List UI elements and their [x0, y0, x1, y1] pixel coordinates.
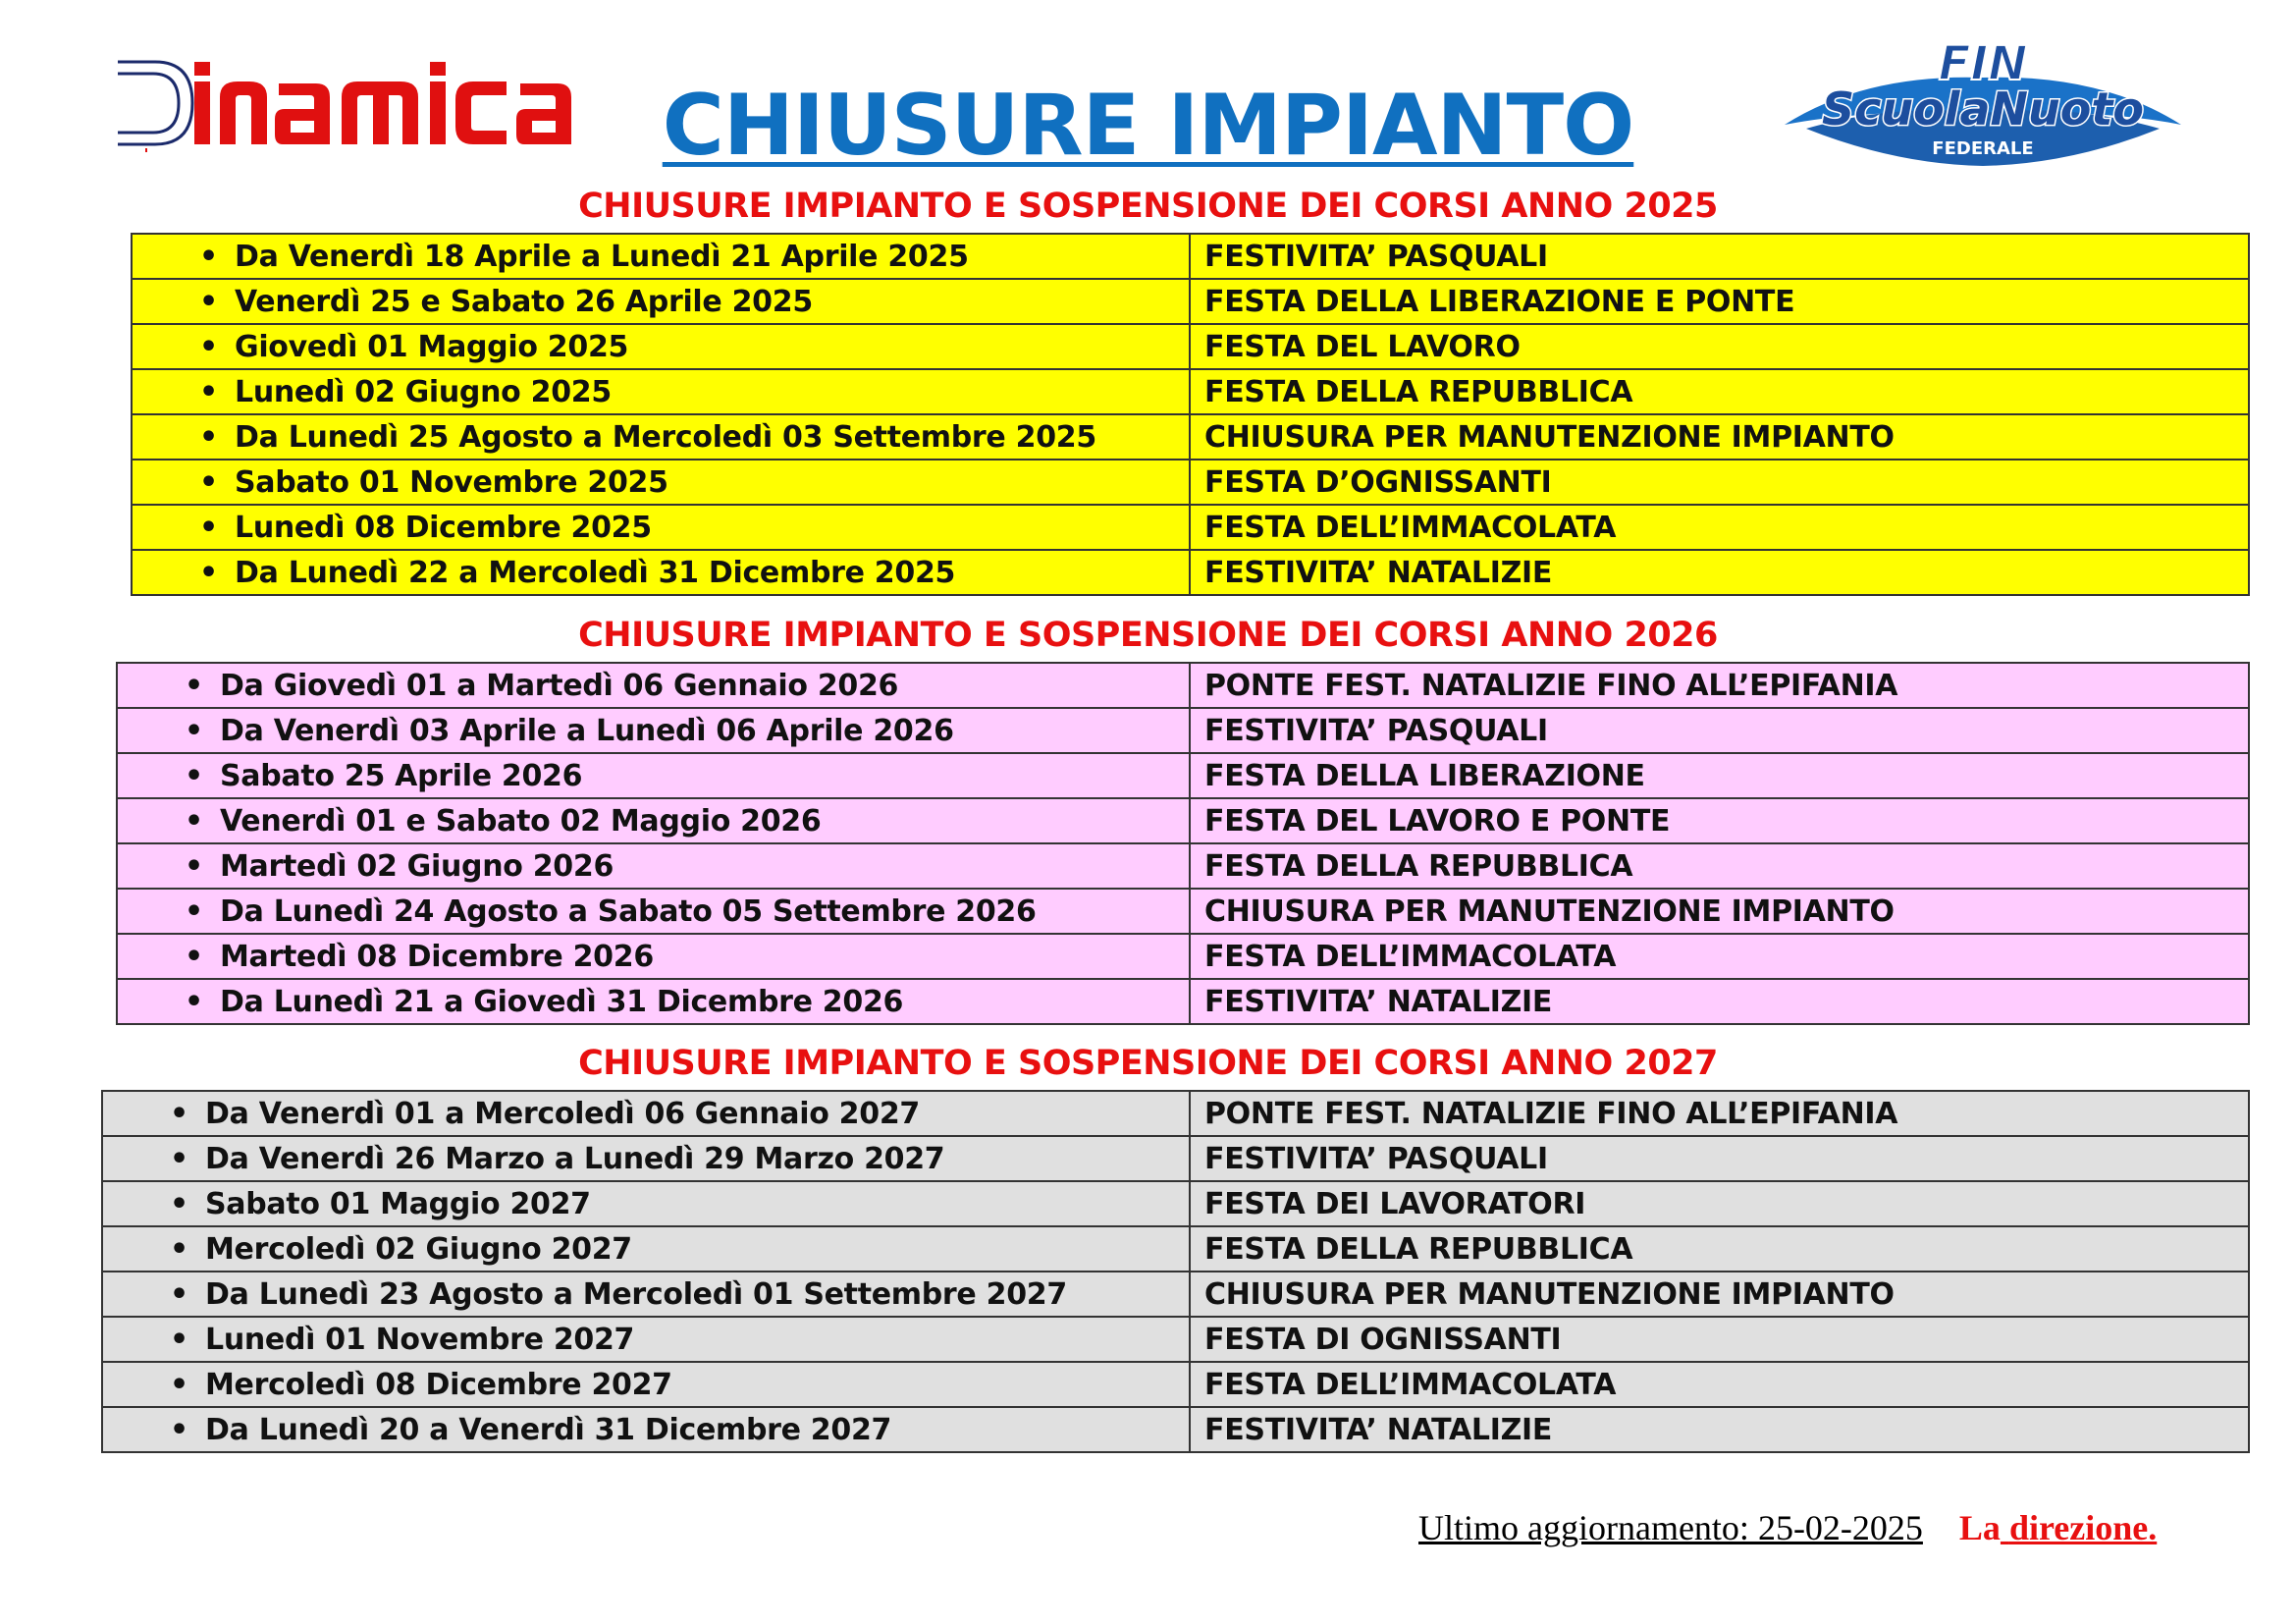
closure-date: • Da Lunedì 25 Agosto a Mercoledì 03 Settembre 2025 [132, 414, 1190, 460]
section-title-2026: CHIUSURE IMPIANTO E SOSPENSIONE DEI CORSI ANNO 2026 [578, 616, 1718, 655]
bullet-icon: • [185, 984, 203, 1019]
section-title-2025: CHIUSURE IMPIANTO E SOSPENSIONE DEI CORSI ANNO 2025 [578, 187, 1718, 226]
table-row [132, 234, 2249, 279]
bullet-icon: • [199, 329, 218, 364]
closure-date: • Da Venerdì 18 Aprile a Lunedì 21 Aprile 2025 [132, 234, 1190, 279]
signature: La direzione. [1958, 1508, 2158, 1547]
bullet-icon: • [199, 284, 218, 319]
bullet-icon: • [185, 713, 203, 748]
bullet-icon: • [170, 1186, 188, 1221]
closure-reason: FESTIVITA’ PASQUALI [1190, 1136, 2249, 1181]
closure-date: • Da Lunedì 24 Agosto a Sabato 05 Settembre 2026 [117, 889, 1190, 934]
closure-reason: CHIUSURA PER MANUTENZIONE IMPIANTO [1190, 889, 2249, 934]
closure-reason: FESTA D’OGNISSANTI [1190, 460, 2249, 505]
closure-reason: FESTIVITA’ NATALIZIE [1190, 979, 2249, 1024]
closure-date: • Da Lunedì 20 a Venerdì 31 Dicembre 2027 [102, 1407, 1190, 1452]
closure-reason: FESTA DI OGNISSANTI [1190, 1317, 2249, 1362]
table-row [132, 324, 2249, 369]
bullet-icon: • [185, 848, 203, 884]
table-row [102, 1181, 2249, 1226]
bullet-icon: • [185, 668, 203, 703]
closure-reason: FESTA DEL LAVORO [1190, 324, 2249, 369]
table-row [132, 279, 2249, 324]
table-row [132, 460, 2249, 505]
svg-text:FIN: FIN [1938, 36, 2028, 91]
table-row [102, 1407, 2249, 1452]
bullet-icon: • [199, 510, 218, 545]
svg-text:ScuolaNuoto: ScuolaNuoto [1822, 82, 2144, 135]
table-row [117, 753, 2249, 798]
table-row [102, 1226, 2249, 1272]
closure-reason: FESTIVITA’ PASQUALI [1190, 708, 2249, 753]
last-updated: Ultimo aggiornamento: 25-02-2025 [1418, 1508, 1923, 1547]
table-row [132, 369, 2249, 414]
closure-date: • Da Venerdì 03 Aprile a Lunedì 06 Aprile 2026 [117, 708, 1190, 753]
closure-reason: CHIUSURA PER MANUTENZIONE IMPIANTO [1190, 414, 2249, 460]
closure-date: • Da Lunedì 23 Agosto a Mercoledì 01 Settembre 2027 [102, 1272, 1190, 1317]
table-row [132, 414, 2249, 460]
bullet-icon: • [199, 374, 218, 409]
bullet-icon: • [199, 239, 218, 274]
table-row [117, 934, 2249, 979]
footer [1418, 1507, 2157, 1548]
bullet-icon: • [170, 1322, 188, 1357]
bullet-icon: • [199, 419, 218, 455]
table-row [117, 843, 2249, 889]
closure-reason: FESTA DELLA REPUBBLICA [1190, 1226, 2249, 1272]
closure-reason: FESTA DELLA LIBERAZIONE E PONTE [1190, 279, 2249, 324]
bullet-icon: • [170, 1141, 188, 1176]
closure-date: • Da Venerdì 26 Marzo a Lunedì 29 Marzo 2027 [102, 1136, 1190, 1181]
closure-date: • Lunedì 08 Dicembre 2025 [132, 505, 1190, 550]
bullet-icon: • [185, 893, 203, 929]
bullet-icon: • [199, 464, 218, 500]
closures-table-2025 [131, 233, 2250, 596]
closure-date: • Sabato 01 Novembre 2025 [132, 460, 1190, 505]
closure-reason: FESTA DELL’IMMACOLATA [1190, 505, 2249, 550]
closures-table-2026 [116, 662, 2250, 1025]
closure-date: • Lunedì 01 Novembre 2027 [102, 1317, 1190, 1362]
bullet-icon: • [185, 803, 203, 839]
closure-date: • Da Venerdì 01 a Mercoledì 06 Gennaio 2027 [102, 1091, 1190, 1136]
closure-reason: FESTA DEI LAVORATORI [1190, 1181, 2249, 1226]
table-row [132, 505, 2249, 550]
bullet-icon: • [199, 555, 218, 590]
closure-reason: PONTE FEST. NATALIZIE FINO ALL’EPIFANIA [1190, 663, 2249, 708]
bullet-icon: • [170, 1412, 188, 1447]
closures-table-2027 [101, 1090, 2250, 1453]
closure-reason: FESTA DEL LAVORO E PONTE [1190, 798, 2249, 843]
bullet-icon: • [170, 1231, 188, 1267]
bullet-icon: • [170, 1276, 188, 1312]
closure-date: • Martedì 08 Dicembre 2026 [117, 934, 1190, 979]
closure-date: • Venerdì 25 e Sabato 26 Aprile 2025 [132, 279, 1190, 324]
closure-reason: PONTE FEST. NATALIZIE FINO ALL’EPIFANIA [1190, 1091, 2249, 1136]
table-row [102, 1136, 2249, 1181]
closure-date: • Da Lunedì 21 a Giovedì 31 Dicembre 2026 [117, 979, 1190, 1024]
closure-date: • Mercoledì 02 Giugno 2027 [102, 1226, 1190, 1272]
closure-reason: FESTA DELLA REPUBBLICA [1190, 843, 2249, 889]
closure-date: • Venerdì 01 e Sabato 02 Maggio 2026 [117, 798, 1190, 843]
table-row [102, 1272, 2249, 1317]
section-title-2027: CHIUSURE IMPIANTO E SOSPENSIONE DEI CORSI ANNO 2027 [578, 1044, 1718, 1083]
bullet-icon: • [170, 1367, 188, 1402]
page-title: CHIUSURE IMPIANTO [662, 77, 1634, 175]
closure-date: • Giovedì 01 Maggio 2025 [132, 324, 1190, 369]
closure-reason: FESTIVITA’ PASQUALI [1190, 234, 2249, 279]
table-row [117, 979, 2249, 1024]
table-row [117, 798, 2249, 843]
closure-date: • Martedì 02 Giugno 2026 [117, 843, 1190, 889]
bullet-icon: • [170, 1096, 188, 1131]
table-row [117, 663, 2249, 708]
bullet-icon: • [185, 939, 203, 974]
closure-reason: FESTA DELL’IMMACOLATA [1190, 934, 2249, 979]
closure-date: • Sabato 01 Maggio 2027 [102, 1181, 1190, 1226]
table-row [117, 889, 2249, 934]
closure-reason: FESTA DELLA LIBERAZIONE [1190, 753, 2249, 798]
closure-reason: FESTIVITA’ NATALIZIE [1190, 550, 2249, 595]
table-row [132, 550, 2249, 595]
closure-reason: FESTA DELL’IMMACOLATA [1190, 1362, 2249, 1407]
table-row [102, 1317, 2249, 1362]
table-row [102, 1091, 2249, 1136]
closure-date: • Da Lunedì 22 a Mercoledì 31 Dicembre 2025 [132, 550, 1190, 595]
bullet-icon: • [185, 758, 203, 793]
table-row [117, 708, 2249, 753]
closure-reason: FESTA DELLA REPUBBLICA [1190, 369, 2249, 414]
table-row [102, 1362, 2249, 1407]
svg-text:FEDERALE: FEDERALE [1932, 138, 2034, 159]
closure-date: • Sabato 25 Aprile 2026 [117, 753, 1190, 798]
closure-date: • Lunedì 02 Giugno 2025 [132, 369, 1190, 414]
closure-reason: FESTIVITA’ NATALIZIE [1190, 1407, 2249, 1452]
closure-date: • Da Giovedì 01 a Martedì 06 Gennaio 2026 [117, 663, 1190, 708]
closure-reason: CHIUSURA PER MANUTENZIONE IMPIANTO [1190, 1272, 2249, 1317]
closure-date: • Mercoledì 08 Dicembre 2027 [102, 1362, 1190, 1407]
